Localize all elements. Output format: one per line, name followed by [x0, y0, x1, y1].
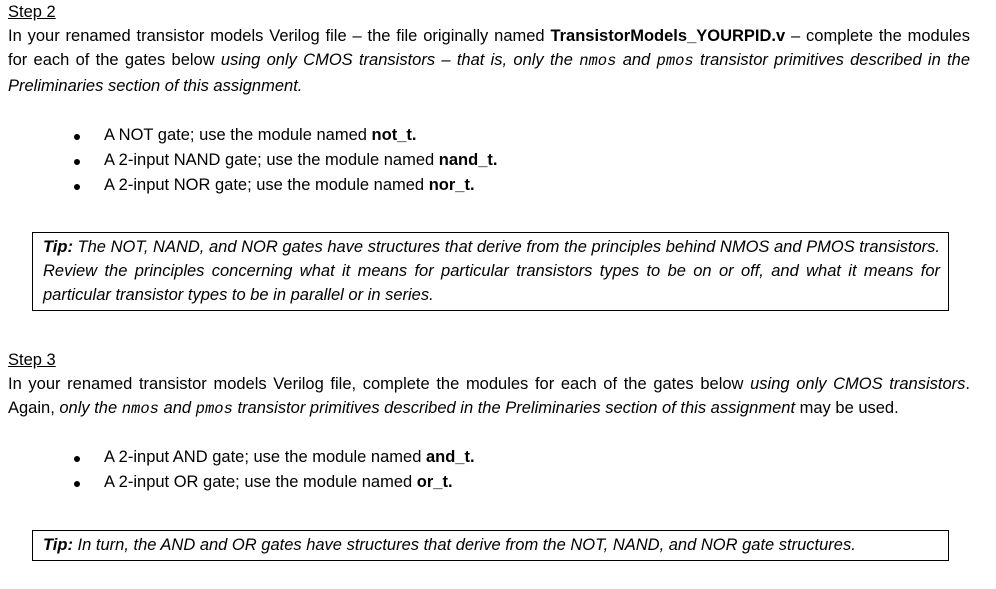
list-item-text: A NOT gate; use the module named [104, 125, 372, 144]
tip-label: Tip: [43, 237, 73, 256]
list-item-end: . [411, 125, 417, 144]
bullet-icon [74, 456, 80, 462]
step-3-emphasis-text: and [158, 399, 196, 418]
bullet-icon [74, 184, 80, 190]
module-name: nand_t [438, 150, 493, 169]
step-3-emphasis: using only CMOS transistors [750, 374, 966, 393]
list-item-text: A 2-input NAND gate; use the module named [104, 150, 439, 169]
tip-text: The NOT, NAND, and NOR gates have structures that derive from the principles behind NMOS and PMOS transistors. Review the principles concerning what it means for particular transistors types to be on or off, and what it means for particular transistor types to be in parallel or in series. [43, 237, 940, 305]
list-item-end: . [469, 175, 475, 194]
step-3-emphasis-text: only the [59, 399, 122, 418]
step-3-instructions [8, 372, 970, 422]
list-item [8, 148, 970, 173]
list-item [8, 173, 970, 198]
step-3-text: In your renamed transistor models Verilog file, complete the modules for each of the gates below [8, 374, 751, 393]
nmos-code: nmos [579, 52, 617, 71]
step-2-gate-list [8, 123, 970, 198]
list-item-end: . [447, 473, 453, 492]
list-item-end: . [469, 448, 475, 467]
step-3-text: may be used. [795, 399, 899, 418]
list-item-text: A 2-input AND gate; use the module named [104, 448, 426, 467]
step-2-instructions [8, 24, 970, 98]
step-3-tip-box [32, 530, 949, 560]
bullet-icon [74, 134, 80, 140]
document [8, 0, 970, 561]
module-name: nor_t [428, 175, 470, 194]
tip-text: In turn, the AND and OR gates have structures that derive from the NOT, NAND, and NOR gate structures. [72, 536, 856, 555]
step-2-text: – complete the modules for each of the gates below [8, 27, 970, 70]
step-2-emphasis-text: using only CMOS transistors – that is, only the [220, 51, 580, 70]
pmos-code: pmos [656, 52, 694, 71]
list-item [8, 123, 970, 148]
module-name: and_t [425, 448, 470, 467]
tip-label: Tip: [43, 536, 73, 555]
module-name: not_t [371, 125, 412, 144]
filename: TransistorModels_YOURPID.v [550, 27, 786, 45]
nmos-code: nmos [121, 400, 159, 419]
bullet-icon [74, 159, 80, 165]
list-item [8, 445, 970, 470]
step-3-emphasis [59, 399, 795, 417]
list-item-end: . [492, 150, 498, 169]
list-item-text: A 2-input OR gate; use the module named [104, 473, 417, 492]
list-item-text: A 2-input NOR gate; use the module named [104, 175, 429, 194]
step-3-emphasis-text: transistor primitives described in the Preliminaries section of this assignment [232, 399, 796, 418]
step-3-section [8, 348, 970, 561]
step-2-section [8, 0, 970, 311]
bullet-icon [74, 481, 80, 487]
step-2-tip-box [32, 232, 949, 311]
step-3-heading: Step 3 [8, 350, 56, 369]
step-2-text: In your renamed transistor models Verilog file – the file originally named [8, 27, 551, 45]
step-2-emphasis-text: and [616, 51, 657, 70]
module-name: or_t [416, 473, 448, 492]
step-3-gate-list [8, 445, 970, 495]
list-item [8, 470, 970, 495]
pmos-code: pmos [195, 400, 233, 419]
step-2-heading: Step 2 [8, 3, 56, 21]
step-2-emphasis-text: transistor primitives described in the Preliminaries section of this assignment. [8, 51, 970, 95]
step-3-text: . Again, [8, 374, 970, 418]
